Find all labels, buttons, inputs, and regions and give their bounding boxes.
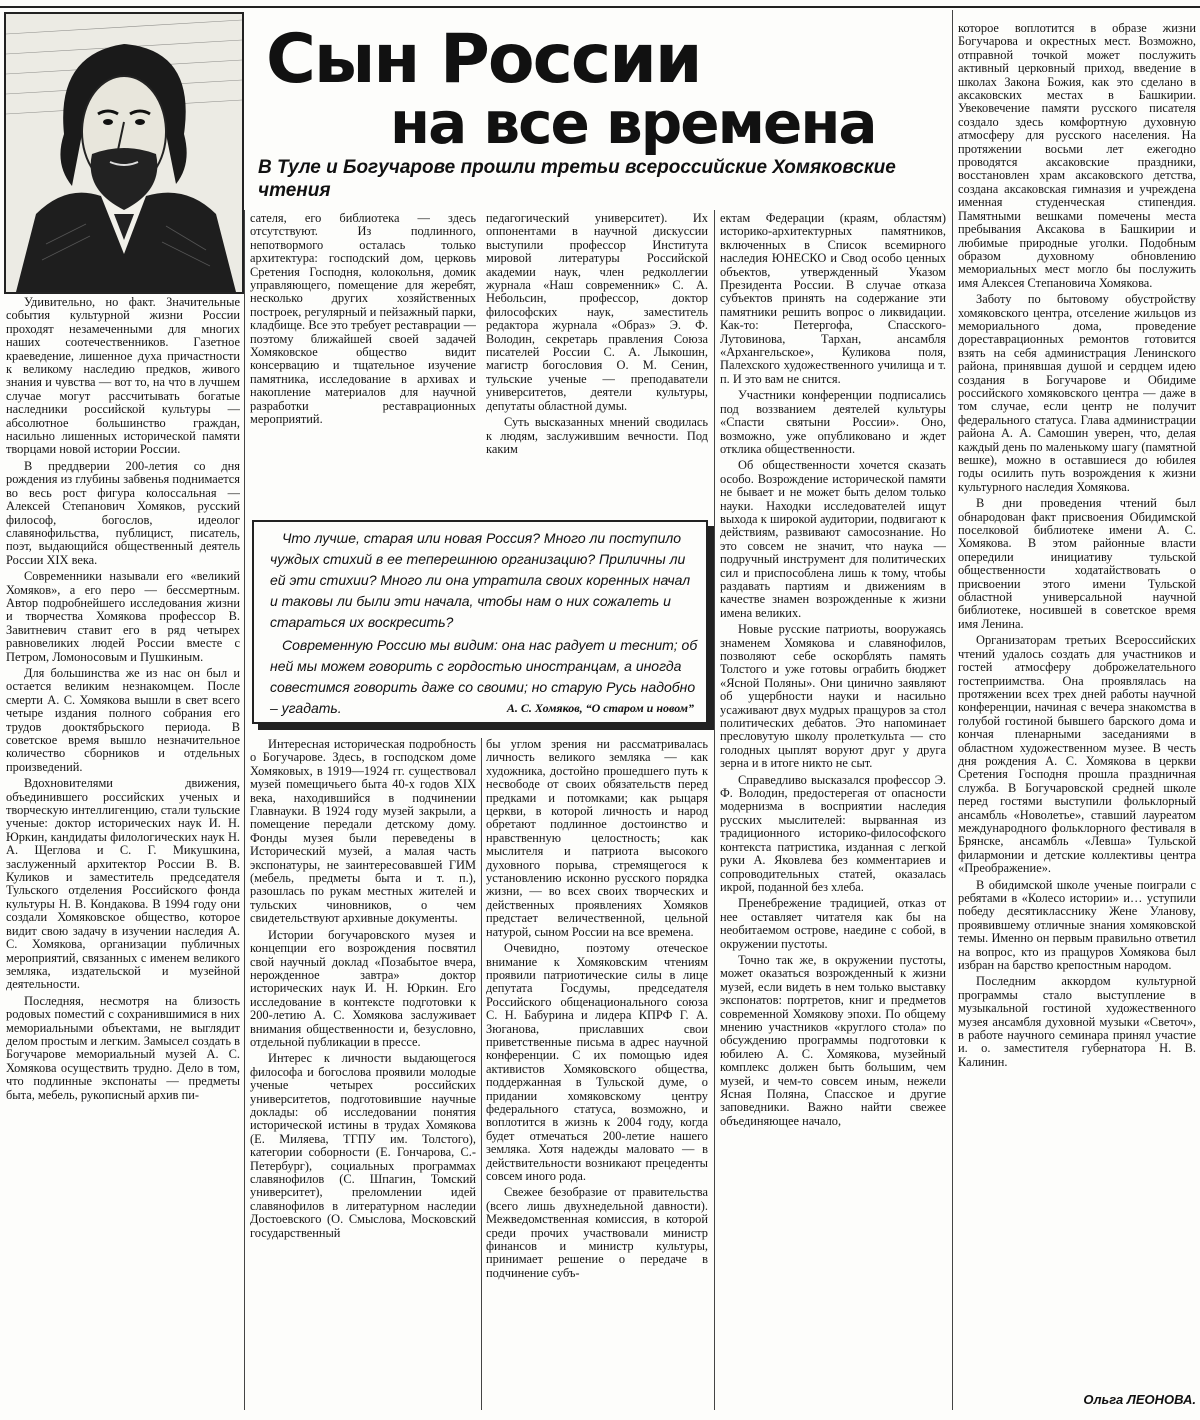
column-divider	[714, 210, 715, 1410]
quote-paragraph: Что лучше, старая или новая Россия? Много ли поступило чуждых стихий в ее теперешнюю организацию? Приличны ли ей эти стихии? Много ли она утратила своих коренных начал и таковы ли были эти начала, чтобы нам о них сожалеть и стараться их воскресить?	[270, 530, 691, 630]
paragraph: Новые русские патриоты, вооружаясь знаменем Хомякова и славянофилов, позволяют себе оскорблять память Толстого и уже готовы ограбить бюджет «Ясной Поляны». Они цинично заявляют об ущербности науки и насильно усаживают двух мудрых пращуров за стол политических дебатов. Это напоминает пресловутую школу пролеткульта — сто голодных цыплят воруют друг у друга зерна и в итоге никто не сыт.	[720, 622, 946, 771]
paragraph: В обидимской школе ученые поиграли с ребятами в «Колесо истории» и… уступили победу десятикласснику Жене Улановy, проявившему отличные знания хомяковской темы. Именно он первым правильно ответил на вопрос, кто из пращуров Хомякова был избран на барство крепостным народом.	[958, 877, 1196, 973]
column-divider	[244, 210, 245, 1410]
top-rule	[0, 6, 1200, 8]
paragraph: Вдохновителями движения, объединившего российских ученых и творческую интеллигенцию, стали тульские ученые: доктор исторических наук И. Н. Юркин, кандидаты филологических наук Н. А. Щеглова и С. Г. Микушкина, заслуженный архитектор России В. В. Куликов и заместитель председателя Тульского отделения Российского фонда культуры Н. В. Кондакова. В 1994 году они создали Хомяковское общество, которое видит свою задачу в изучении наследия А. С. Хомякова, организации публичных мероприятий, связанных с именем великого земляка, издательской и музейной деятельности.	[6, 776, 240, 992]
paragraph: В дни проведения чтений был обнародован факт присвоения Обидимской поселковой библиотеке имени А. С. Хомякова. В этом районные власти опередили инициативу тульской общественности ходатайствовать о присвоении этого имени Тульской областной универсальной научной библиотеке, носившей в советское время имя Ленина.	[958, 496, 1196, 631]
column-1	[6, 296, 240, 1414]
paragraph: ектам Федерации (краям, областям) историко-архитектурных памятников, включенных в Список всемирного наследия ЮНЕСКО и Свод особо ценных объектов, утвержденный Указом Президента России. В случае отказа субъектов принять на содержание эти памятники решить вопрос о ликвидации. Как-то: Петергофа, Спасского-Лутовинова, Тархан, ансамбля «Архангельское», Куликова поля, Палехского художественного училища и т. п. И это вам не снится.	[720, 212, 946, 386]
column-3-bottom	[486, 738, 708, 1414]
author-signature: Ольга ЛЕОНОВА.	[1083, 1392, 1196, 1407]
quote-paragraph: Современную Россию мы видим: она нас радует и теснит; об ней мы можем говорить с гордостью иностранцам, а иногда совестимся говорить даже со своими; но старую Русь надобно – угадать.	[270, 637, 698, 716]
paragraph: Для большинства же из нас он был и остается великим незнакомцем. После смерти А. С. Хомякова вышли в свет всего четыре издания полного собрания его трудов дооктябрьского периода. В советское время вышло незначительное количество сборников и отдельных произведений.	[6, 665, 240, 774]
column-4	[720, 212, 946, 1414]
headline-line-1: Сын России	[266, 20, 701, 99]
paragraph: Об общественности хочется сказать особо. Возрождение исторической памяти не бывает и не может быть делом только науки. Находки исследователей ищут выхода к широкой аудитории, подвигают к действиям, развивают самосознание. Но это совсем не значит, что наука — подручный инструмент для политических сил и приспособлена лишь к тому, чтобы раздавать партиям и движениям в качестве знамен возрожденные к жизни имена великих.	[720, 458, 946, 620]
paragraph: Удивительно, но факт. Значительные события культурной жизни России проходят незамеченными для многих наших соотечественников. Газетное краеведение, лишенное духа причастности к великому наследию предков, живого знания и чувства — вот то, на что в лучшем случае могут рассчитывать богатые наследники российской культуры — абсолютное большинство граждан, насильно лишенных исторической памяти творцами новой истории России.	[6, 296, 240, 457]
paragraph: Последним аккордом культурной программы стало выступление в музыкальной гостиной художественного музея ансамбля духовной музыки «Светоч», в работе научного семинара принял участие и. о. заместителя губернатора Н. В. Калинин.	[958, 974, 1196, 1069]
paragraph: В преддверии 200-летия со дня рождения из глубины забвенья поднимается во весь рост фигура колоссальная — Алексей Степанович Хомяков, русский философ, богослов, идеолог славянофильства, публицист, писатель, поэт, выдающийся общественный деятель России XIX века.	[6, 458, 240, 567]
paragraph: Очевидно, поэтому отечеcкое внимание к Хомяковским чтениям проявили патриотические силы в лице депутата Госдумы, председателя Российского общенационального союза С. Н. Бабурина и лидера КПРФ Г. А. Зюганова, приславших свои приветственные письма в адрес научной конференции. С их помощью идея активистов Хомяковского общества, поддержанная в Тульской думе, о придании хомяковскому центру федерального статуса, возможно, и воплотится в жизнь к 2004 году, когда будет отмечаться 200-летие нашего земляка. Хотя надежды маловато — в действительности возникают прецеденты совсем иного рода.	[486, 941, 708, 1183]
quote-box	[252, 520, 708, 724]
column-3-top	[486, 212, 708, 504]
paragraph: Пренебрежение традицией, отказ от нее оставляет читателя как бы на необитаемом острове, наедине с собой, в окружении пустоты.	[720, 896, 946, 951]
quote-text	[270, 528, 698, 719]
paragraph: Точно так же, в окружении пустоты, может оказаться возрожденный к жизни музей, если видеть в нем только выставку экспонатов: портретов, книг и предметов современной Хомякову эпохи. По общему мнению участников «круглого стола» по обсуждению программы подготовки к юбилею А. С. Хомякова, музейный комплекс должен быть большим, чем музей, и чем-то совсем иным, нежели Ясная Поляна, Спасское и другие заповедники. Важно найти свежее объединяющее начало,	[720, 952, 946, 1128]
column-divider	[481, 738, 482, 1410]
headline	[250, 14, 950, 156]
paragraph: Современники называли его «великий Хомяков», а его перо — бессмертным. Автор подробнейшего исследования жизни и творчества Хомякова профессор В. Завитневич ставит его в ряд четырех равновеликих людей России вместе с Петром, Ломоносовым и Пушкиным.	[6, 569, 240, 664]
paragraph: Организаторам третьих Всероссийских чтений удалось создать для участников и гостей атмосферу доброжелательного гостеприимства. Она проявлялась на протяжении всех трех дней работы научной конференции, начиная с вечера знакомства в голубой гостиной бывшего барского дома и кончая пленарными заседаниями в областном художественном музее. В честь дня рождения А. С. Хомякова в церкви Сретения Господня прошла праздничная служба. В Богучаровской средней школе перед гостями выступили фольклорный ансамбль «Новолетье», ставший лауреатом международного фольклорного фестиваля в Брянске, ансамбль «Левша» Тульской филармонии и детские коллективы центра «Преображение».	[958, 633, 1196, 876]
paragraph: Интересная историческая подробность о Богучарове. Здесь, в господском доме Хомяковых, в 1919—1924 гг. существовал музей помещичьего быта 40-х годов XIX века, находившийся в подчинении Главнауки. В 1924 году музей закрыли, а помещение передали детскому дому. Фонды музея были переведены в Исторический музей, а малая часть экспонатуры, не заинтересовавшей ГИМ (мебель, предметы быта и т. п.), разошлась по рукам местных жителей и тульских чиновников, о чем свидетельствуют архивные документы.	[250, 738, 476, 926]
paragraph: Суть высказанных мнений сводилась к людям, заслужившим вечности. Под каким	[486, 415, 708, 456]
paragraph: педагогический университет). Их оппонентами в научной дискуссии выступили профессор Института мировой литературы Российской академии наук, член редколлегии журнала «Наш современник» С. А. Небольсин, профессор, доктор философских наук, заместитель редактора журнала «Образ» Э. Ф. Володин, секретарь правления Союза писателей России С. А. Лыкошин, магистр богословия О. М. Сенин, тульские ученые — преподаватели университетов, деятели культуры, депутаты областной думы.	[486, 212, 708, 413]
paragraph: Заботу по бытовому обустройству хомяковского центра, отселение жильцов из мемориального дома, проведение дореставрационных ремонтов готовится взять на себя администрация Ленинского района, принявшая душой и сердцем идею создания в Богучарове и Обидиме российского хомяковского центра — даже в том случае, если центр не получит федерального статуса. Глава администрации района А. А. Самошин уверен, что, делая каждый день по маленькому шагу (памятной вешке), можно в оставшиеся до юбилея годы осилить путь возрождения к жизни культурного наследия Хомякова.	[958, 292, 1196, 494]
paragraph: сателя, его библиотека — здесь отсутствуют. Из подлинного, непотвормого осталась только архитектура: господский дом, церковь Сретения Господня, колокольня, домик управляющего, помещение для жеребят, несколько других хозяйственных построек, регулярный и пейзажный парки, кладбище. Все это требует реставрации — поэтому ближайшей своей задачей Хомяковское общество видит консервацию и тщательное изучение памятника, исследование в архивах и накопление материалов для научной разработки реставрационных мероприятий.	[250, 212, 476, 427]
paragraph: Интерес к личности выдающегося философа и богослова проявили молодые ученые четырех российских университетов, подготовившие научные доклады: об исследовании понятия исторической истины в трудах Хомякова (Е. Миляева, ТГПУ им. Толстого), категории соборности (Е. Гончарова, С.-Петербург), социальных программах славянофилов (С. Шпагин, Томский университет), преломлении идей славянофилов в литературном наследии Достоевского (О. Смыслова, Московский государственный	[250, 1051, 476, 1240]
column-divider	[952, 10, 953, 1410]
paragraph: Истории богучаровского музея и концепции его возрождения посвятил свой научный доклад «Позабытое вчера, нерожденное завтра» доктор исторических наук И. Н. Юркин. Его исследование в контексте подготовки к 200-летию А. С. Хомякова заслуживает внимания общественности и, безусловно, отдельной публикации в прессе.	[250, 927, 476, 1049]
portrait-drawing	[6, 14, 242, 292]
paragraph: Участники конференции подписались под воззванием деятелей культуры «Спасти святыни России». Оно, возможно, уже опубликовано и ждет отклика общественности.	[720, 388, 946, 456]
paragraph: Последняя, несмотря на близость родовых поместий с сохранившимися в них мемориальными объектами, не выглядит делом простым и легким. Замысел создать в Богучарове мемориальный музей А. С. Хомякова осуществить трудно. Дело в том, что подлинные экспонаты — предметы быта, мебель, рукописный архив пи-	[6, 993, 240, 1102]
paragraph: Справедливо высказался профессор Э. Ф. Володин, предостерегая от опасности модернизма в восприятии наследия русских мыслителей: вырванная из традиционного историко-философского контекста патристика, изданная с легкой руки А. Яковлева без комментариев и сопроводительных статей, оказалась икрой, поданной без хлеба.	[720, 772, 946, 894]
subheadline: В Туле и Богучарове прошли третьи всероссийские Хомяковские чтения	[258, 157, 896, 201]
quote-source: А. С. Хомяков, “О старом и новом”	[506, 701, 694, 715]
paragraph: Свежее безобразие от правительства (всего лишь двухнедельной давности). Межведомственная комиссия, в которой среди прочих участвовали министр финансов и министр культуры, принимает решение о передаче в подчинение субъ-	[486, 1185, 708, 1280]
khomyakov-portrait	[4, 12, 244, 294]
paragraph: которое воплотится в образе жизни Богучарова и окрестных мест. Возможно, отправной точкой может послужить активный церковный приход, введение в школах Закона Божия, как это сделано в аксаковских местах в Башкирии. Увековечение памяти русского писателя создало здесь комфортную духовную атмосферу для русского населения. На протяжении восьми лет ежегодно проводятся аксаковские праздники, восстановлен храм аксаковского детства, создана аксаковская гимназия и учреждена именная студенческая стипендия. Памятными вешками помечены места пребывания Аксакова в Башкирии и любимые природные уголки. Подобным образом духовному обновлению мемориальных мест могло бы послужить имя Алексея Степановича Хомякова.	[958, 22, 1196, 290]
column-5	[958, 22, 1196, 1388]
paragraph: бы углом зрения ни рассматривалась личность великого земляка — как художника, достойно прошедшего путь к несвободе от своих обязательств перед предками и потомками; как рыцаря церкви, в которой личность и народ обретают подлинное достоинство и нравственную целостность; как мыслителя и патриота высокого духовного порыва, стремящегося к установлению исконно русского порядка жизни, — во всех своих творческих и действенных проявлениях Хомяков предстает величественной, цельной натурой, сыном России на все времена.	[486, 738, 708, 939]
column-2-top	[250, 212, 476, 504]
headline-line-2: на все времена	[390, 89, 876, 157]
column-2-bottom	[250, 738, 476, 1414]
